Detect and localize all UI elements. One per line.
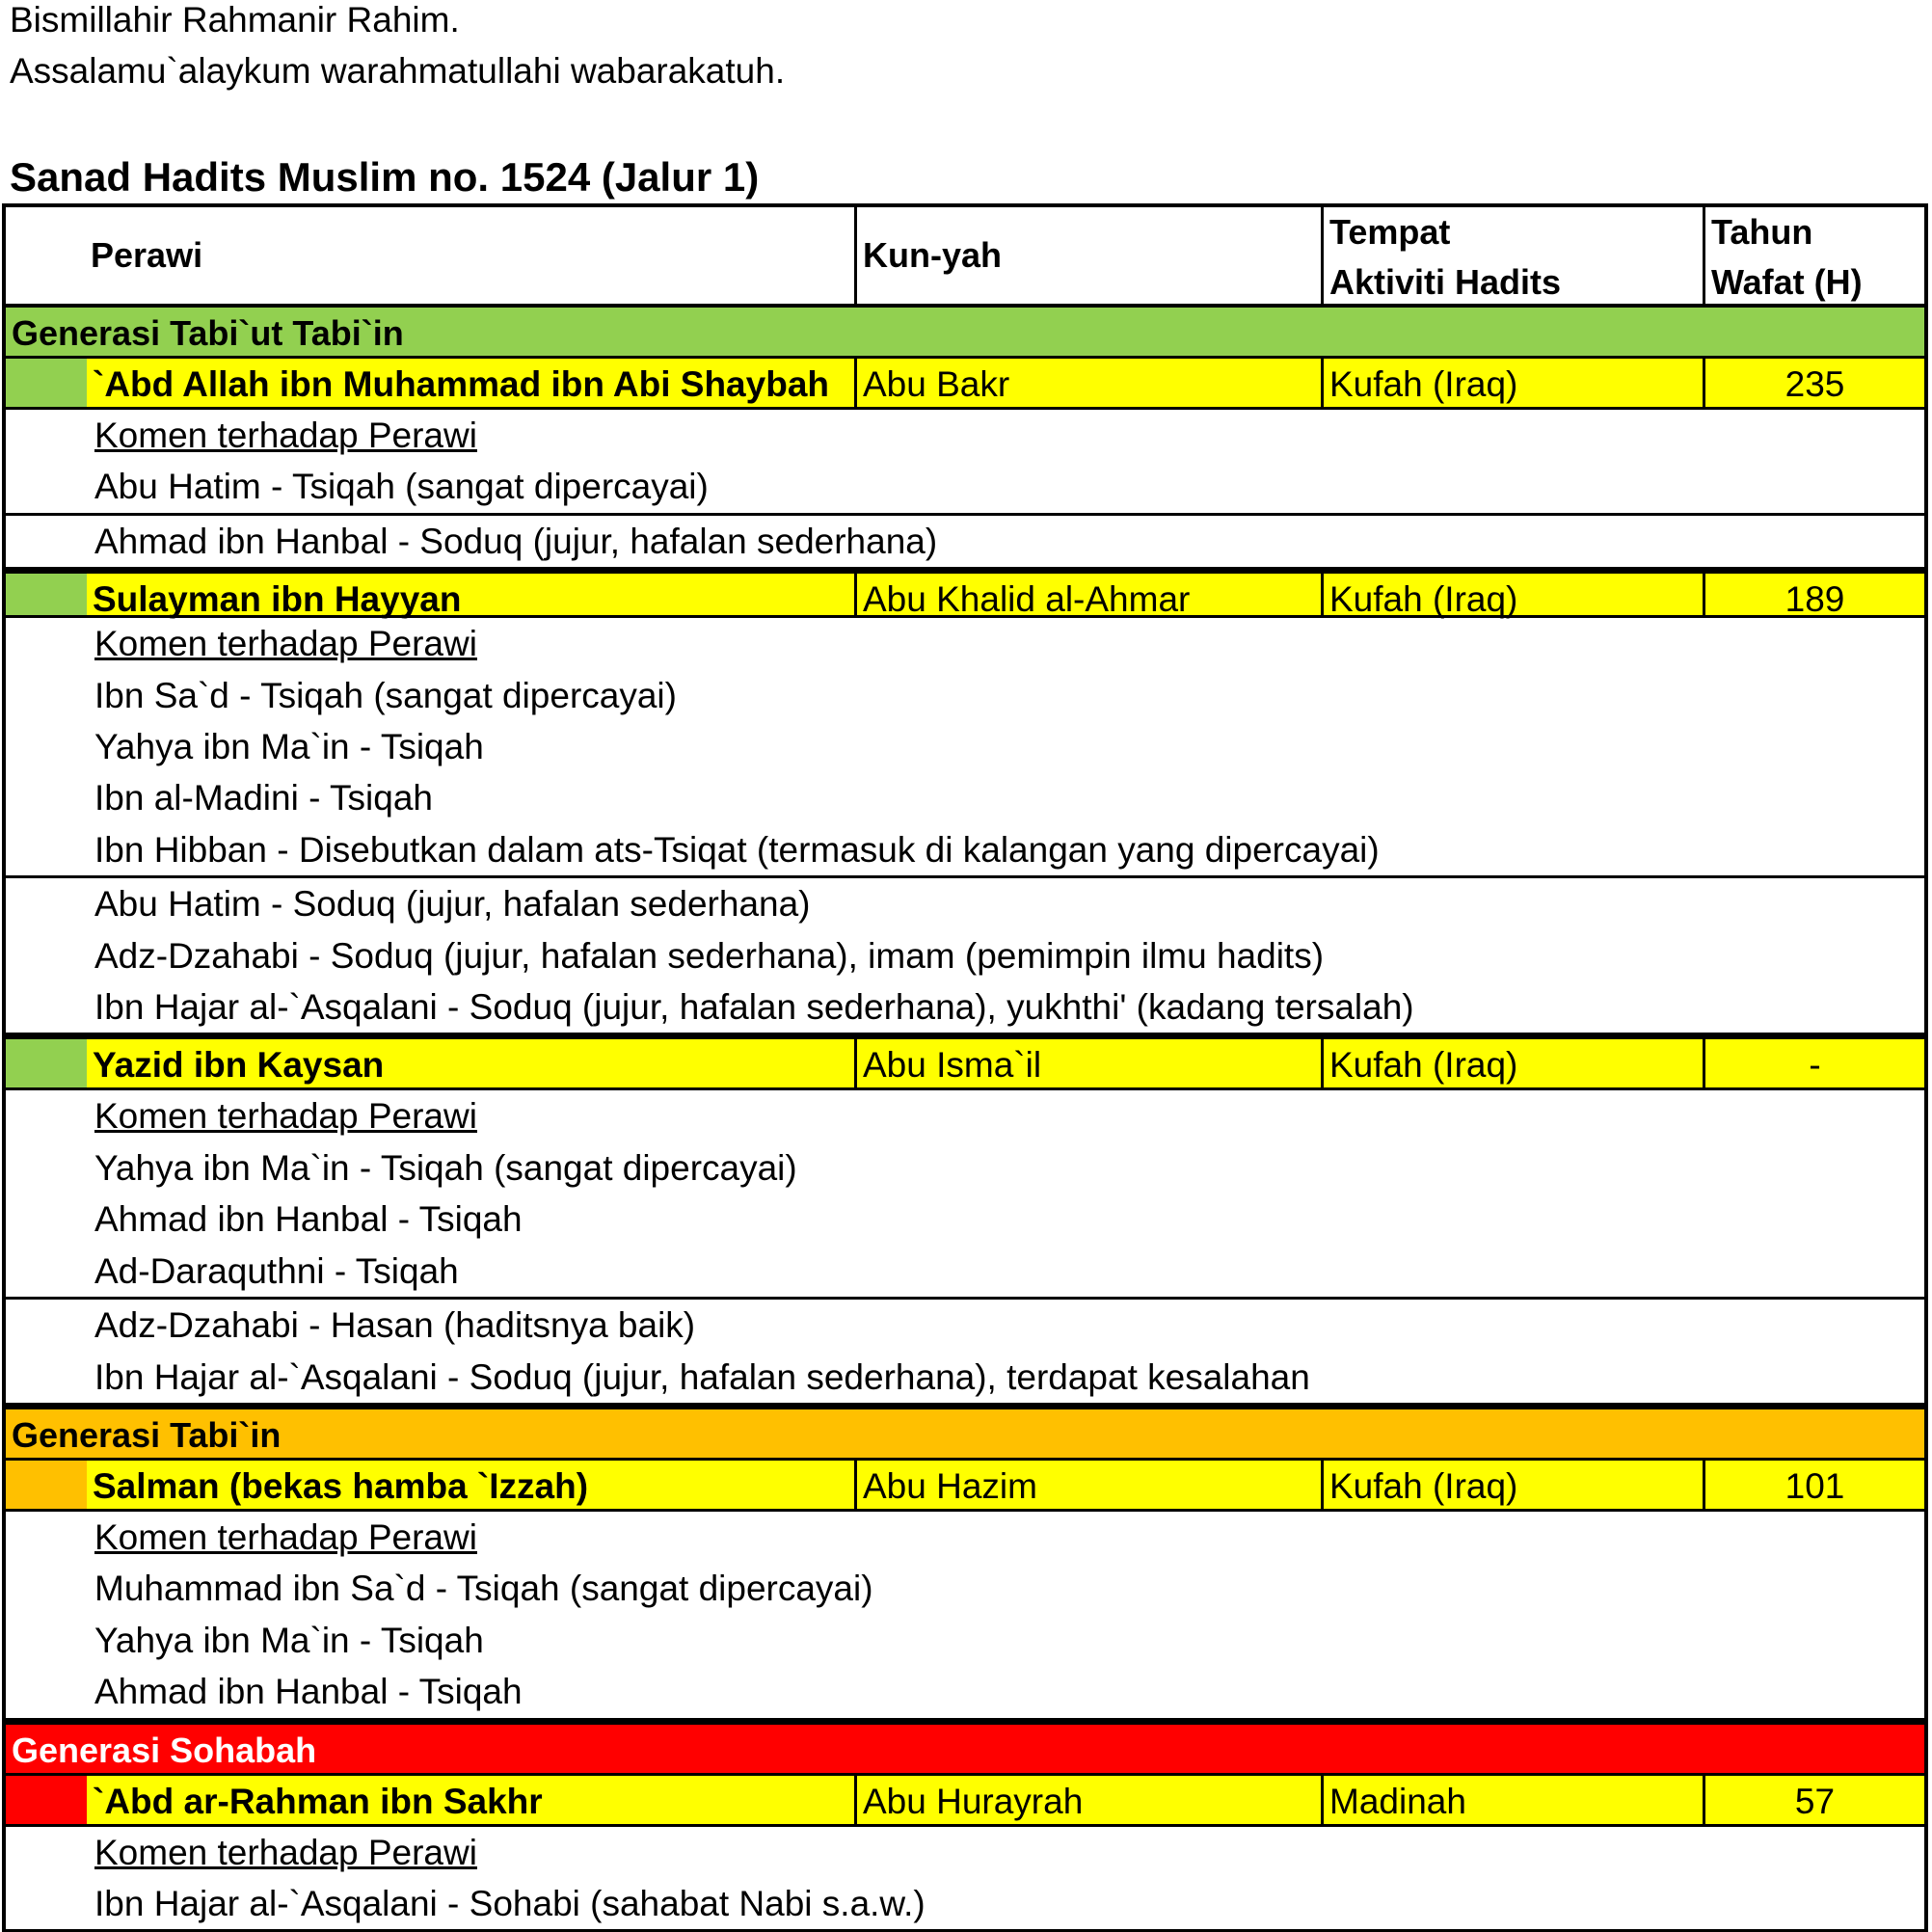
comment-heading: Komen terhadap Perawi xyxy=(94,1832,477,1872)
comment-block xyxy=(2,1300,1928,1409)
narrator-kunyah: Abu Khalid al-Ahmar xyxy=(854,574,1321,615)
comment-line: Adz-Dzahabi - Hasan (haditsnya baik) xyxy=(94,1305,696,1346)
comment-block xyxy=(2,516,1928,567)
narrator-kunyah: Abu Hazim xyxy=(854,1461,1321,1509)
page-title: Sanad Hadits Muslim no. 1524 (Jalur 1) xyxy=(10,154,760,200)
generation-header-tabiut-tabiin: Generasi Tabi`ut Tabi`in xyxy=(2,308,1928,359)
greeting-basmala: Bismillahir Rahmanir Rahim. xyxy=(10,0,460,40)
narrator-kunyah: Abu Bakr xyxy=(854,359,1321,407)
narrator-name: Salman (bekas hamba `Izzah) xyxy=(87,1461,854,1509)
comment-line: Ibn Hajar al-`Asqalani - Soduq (jujur, hafalan sederhana), terdapat kesalahan xyxy=(94,1356,1310,1397)
comment-line: Abu Hatim - Soduq (jujur, hafalan sederhana) xyxy=(94,884,811,925)
generation-marker xyxy=(6,359,87,407)
generation-marker xyxy=(6,574,87,615)
generation-marker xyxy=(6,1776,87,1824)
comment-block xyxy=(2,410,1928,516)
narrator-tahun-wafat: - xyxy=(1703,1039,1924,1087)
comment-line: Adz-Dzahabi - Soduq (jujur, hafalan sederhana), imam (pemimpin ilmu hadits) xyxy=(94,935,1325,976)
comment-line: Yahya ibn Ma`in - Tsiqah xyxy=(94,727,484,767)
narrator-kunyah: Abu Hurayrah xyxy=(854,1776,1321,1824)
narrator-tahun-wafat: 57 xyxy=(1703,1776,1924,1824)
comment-line: Yahya ibn Ma`in - Tsiqah xyxy=(94,1620,484,1660)
narrator-row xyxy=(2,1461,1928,1512)
narrator-name: Yazid ibn Kaysan xyxy=(87,1039,854,1087)
header-perawi: Perawi xyxy=(91,235,203,275)
narrator-tahun-wafat: 189 xyxy=(1703,574,1924,615)
comment-heading: Komen terhadap Perawi xyxy=(94,1516,477,1557)
narrator-kunyah: Abu Isma`il xyxy=(854,1039,1321,1087)
header-tempat: Tempat Aktiviti Hadits xyxy=(1321,207,1703,304)
comment-line: Ibn Hajar al-`Asqalani - Soduq (jujur, hafalan sederhana), yukhthi' (kadang tersalah) xyxy=(94,987,1414,1028)
header-tahun-wafat: Tahun Wafat (H) xyxy=(1703,207,1924,304)
narrator-name: `Abd ar-Rahman ibn Sakhr xyxy=(87,1776,854,1824)
comment-block xyxy=(2,1827,1928,1932)
narrator-tempat: Madinah xyxy=(1321,1776,1703,1824)
comment-block xyxy=(2,878,1928,1039)
comment-line: Ibn Hibban - Disebutkan dalam ats-Tsiqat (termasuk di kalangan yang dipercayai) xyxy=(94,829,1380,870)
table-header-row xyxy=(2,203,1928,308)
comment-line: Ahmad ibn Hanbal - Tsiqah xyxy=(94,1672,523,1712)
comment-line: Ad-Daraquthni - Tsiqah xyxy=(94,1250,459,1291)
comment-line: Ibn al-Madini - Tsiqah xyxy=(94,778,433,818)
generation-header-sohabah: Generasi Sohabah xyxy=(2,1725,1928,1776)
narrator-tahun-wafat: 101 xyxy=(1703,1461,1924,1509)
narrator-tempat: Kufah (Iraq) xyxy=(1321,1039,1703,1087)
header-kunyah: Kun-yah xyxy=(854,207,1321,304)
narrator-row xyxy=(2,567,1928,618)
comment-heading: Komen terhadap Perawi xyxy=(94,624,477,664)
sanad-table xyxy=(2,203,1928,1932)
comment-block xyxy=(2,1090,1928,1300)
narrator-tahun-wafat: 235 xyxy=(1703,359,1924,407)
comment-block xyxy=(2,618,1928,878)
narrator-tempat: Kufah (Iraq) xyxy=(1321,359,1703,407)
generation-marker xyxy=(6,1039,87,1087)
generation-marker xyxy=(6,1461,87,1509)
comment-heading: Komen terhadap Perawi xyxy=(94,416,477,455)
comment-block xyxy=(2,1512,1928,1725)
comment-line: Ahmad ibn Hanbal - Soduq (jujur, hafalan sederhana) xyxy=(94,521,938,561)
comment-line: Ahmad ibn Hanbal - Tsiqah xyxy=(94,1199,523,1240)
narrator-tempat: Kufah (Iraq) xyxy=(1321,1461,1703,1509)
narrator-tempat: Kufah (Iraq) xyxy=(1321,574,1703,615)
comment-line: Yahya ibn Ma`in - Tsiqah (sangat dipercayai) xyxy=(94,1147,797,1188)
narrator-row xyxy=(2,359,1928,410)
comment-line: Muhammad ibn Sa`d - Tsiqah (sangat dipercayai) xyxy=(94,1569,873,1609)
generation-header-tabiin: Generasi Tabi`in xyxy=(2,1409,1928,1461)
narrator-name: Sulayman ibn Hayyan xyxy=(87,574,854,615)
comment-line: Ibn Sa`d - Tsiqah (sangat dipercayai) xyxy=(94,675,677,715)
comment-line: Abu Hatim - Tsiqah (sangat dipercayai) xyxy=(94,467,709,507)
narrator-row xyxy=(2,1039,1928,1090)
comment-heading: Komen terhadap Perawi xyxy=(94,1096,477,1137)
narrator-name: `Abd Allah ibn Muhammad ibn Abi Shaybah xyxy=(87,359,854,407)
comment-line: Ibn Hajar al-`Asqalani - Sohabi (sahabat Nabi s.a.w.) xyxy=(94,1883,926,1923)
narrator-row xyxy=(2,1776,1928,1827)
greeting-salam: Assalamu`alaykum warahmatullahi wabarakatuh. xyxy=(10,51,786,91)
